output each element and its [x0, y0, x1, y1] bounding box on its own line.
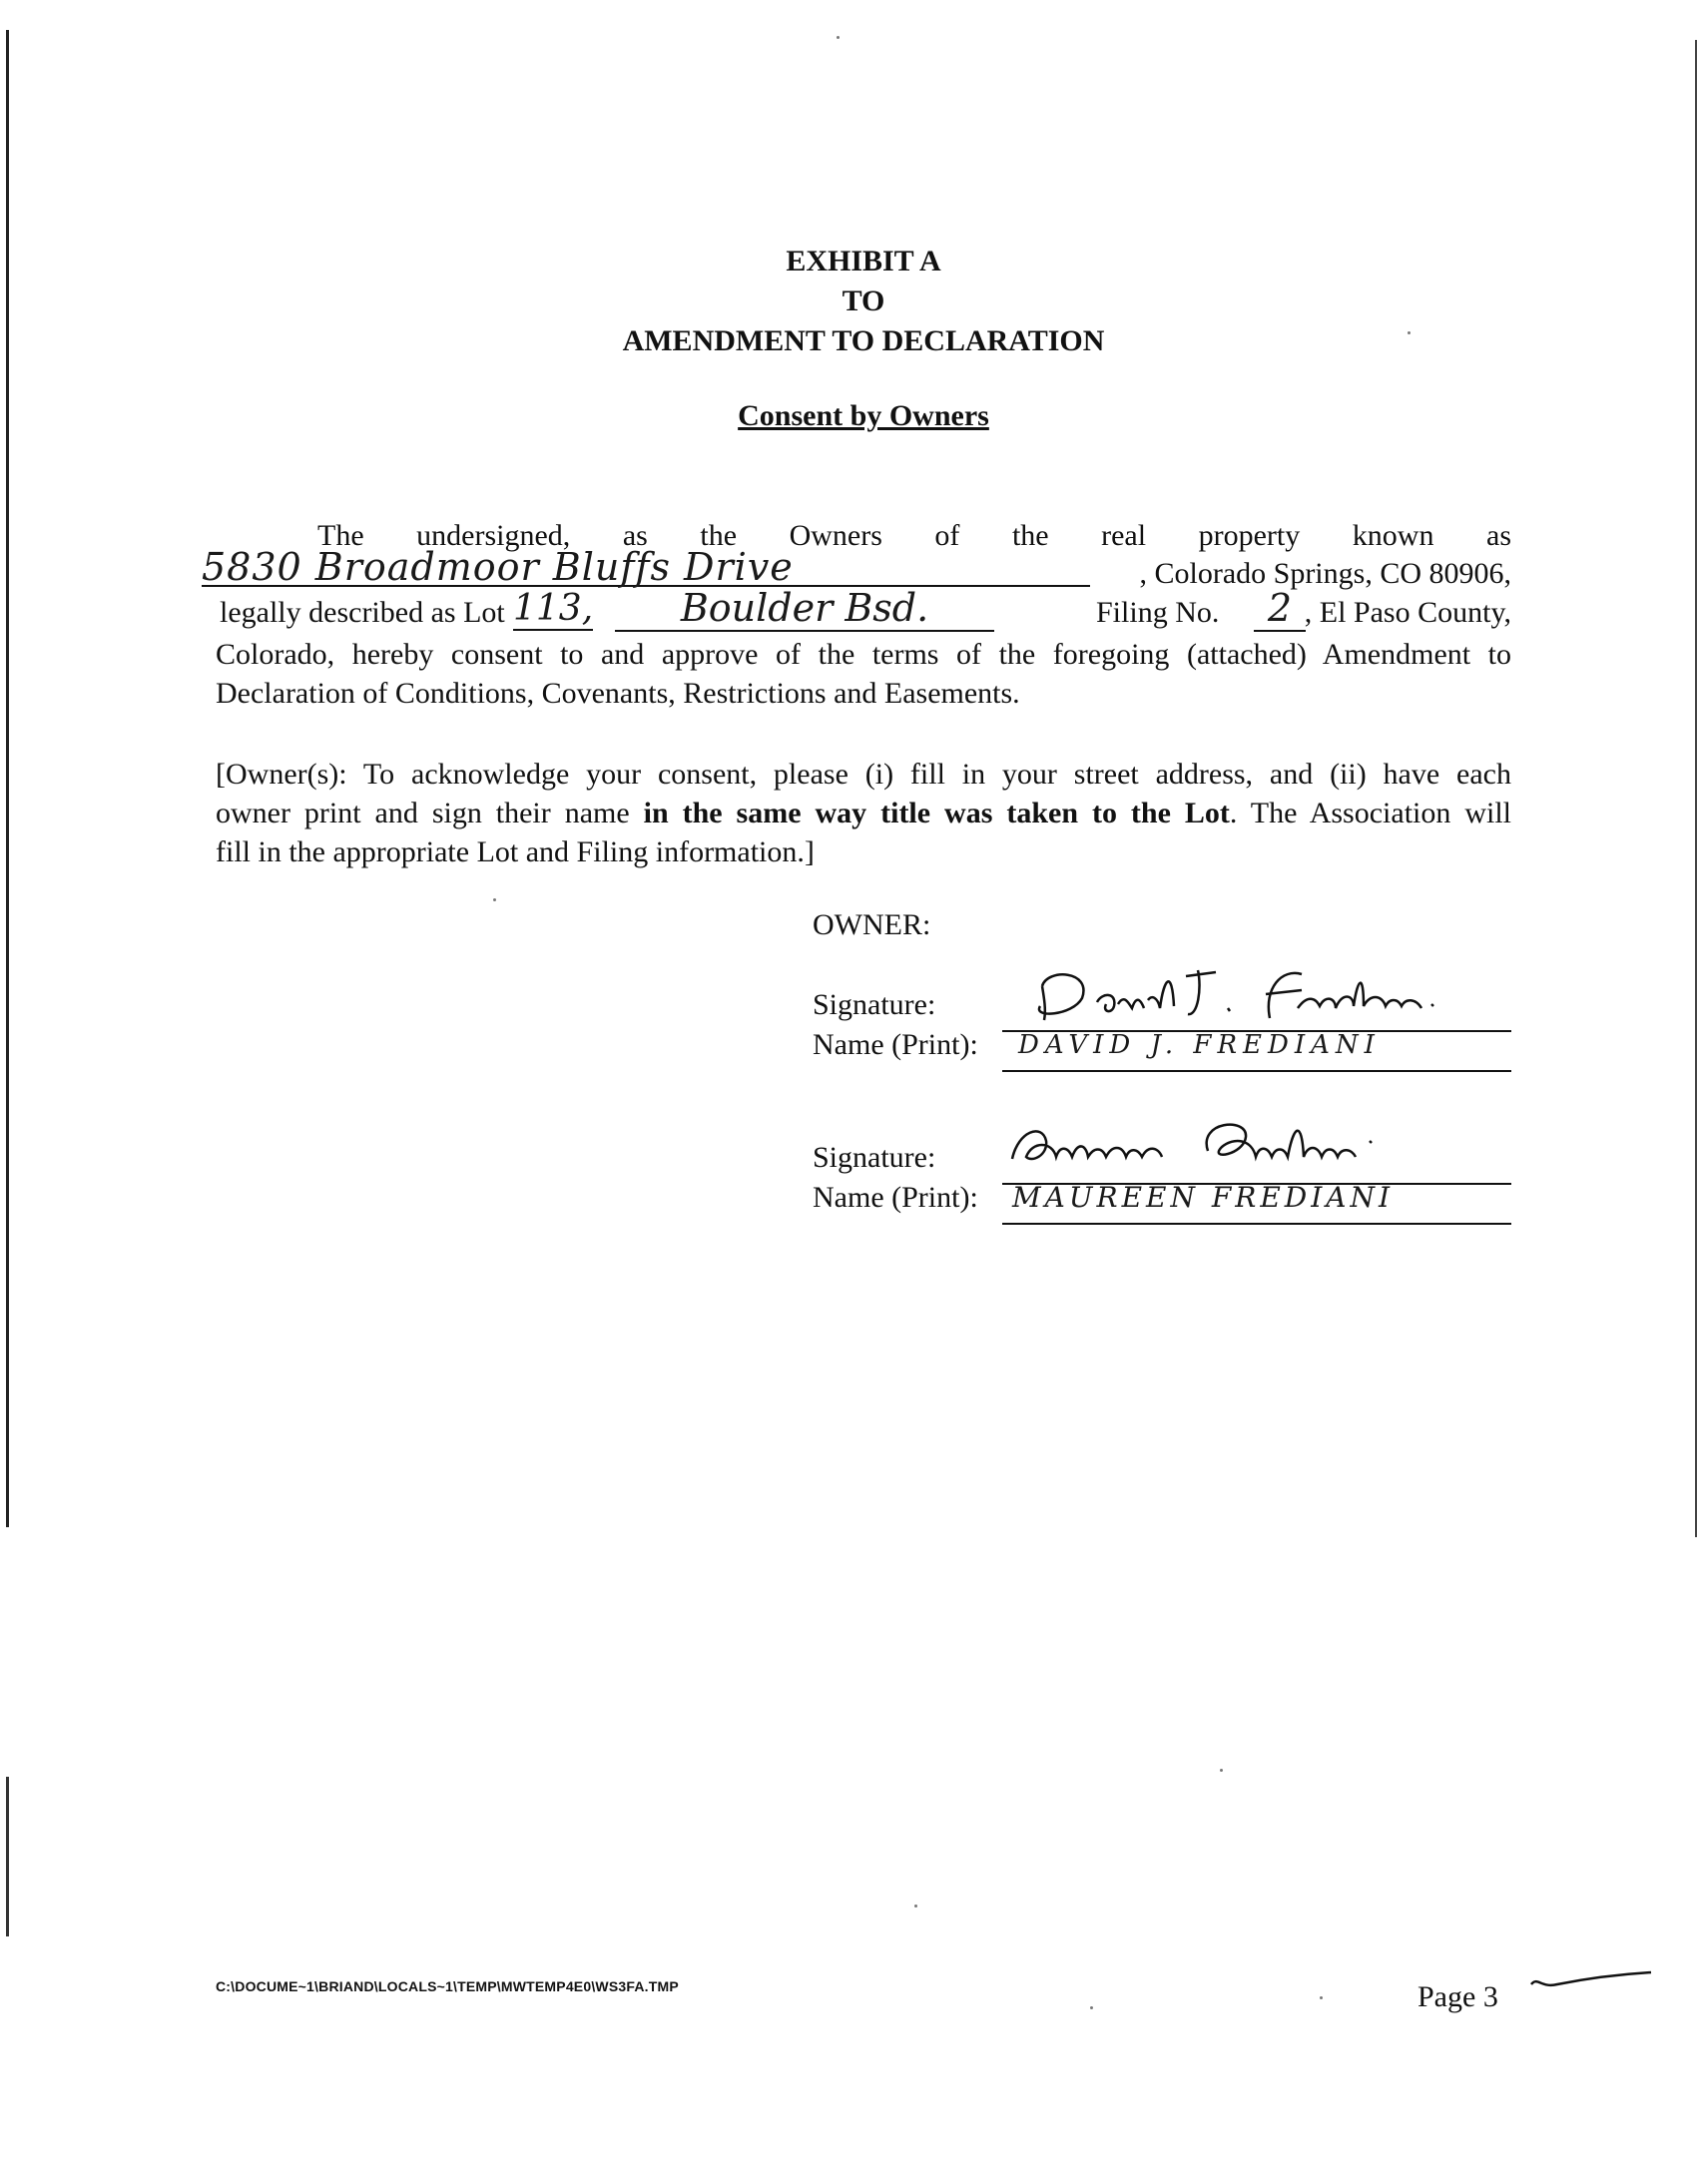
lot-field[interactable]: 113,	[513, 588, 594, 629]
name-print-label: Name (Print):	[813, 1028, 978, 1061]
name-row-2	[813, 1181, 1511, 1221]
scan-speck	[1090, 2006, 1093, 2009]
scan-speck	[1220, 1769, 1223, 1772]
exhibit-title: EXHIBIT A	[786, 245, 941, 277]
name-line	[1002, 1223, 1511, 1225]
name-print-label: Name (Print):	[813, 1181, 978, 1214]
paragraph1-line5: Declaration of Conditions, Covenants, Restrictions and Easements.	[216, 677, 1020, 710]
signature-label: Signature:	[813, 1141, 936, 1174]
filing-number-field[interactable]: 2	[1254, 586, 1306, 632]
city-state-zip: , Colorado Springs, CO 80906,	[1139, 557, 1511, 590]
street-address-field[interactable]: 5830 Broadmoor Bluffs Drive	[202, 549, 1090, 587]
name-print-1[interactable]: DAVID J. FREDIANI	[1018, 1030, 1381, 1060]
name-row-1	[813, 1028, 1511, 1068]
exhibit-to: TO	[842, 284, 885, 317]
pen-stroke-mark	[1527, 1966, 1657, 1996]
paragraph1-line3: legally described as Lot 113, Boulder Bsd. Filing No. 2 , El Paso County,	[220, 586, 1511, 630]
instructions-line3: fill in the appropriate Lot and Filing information.]	[216, 835, 815, 868]
paragraph1-line1: The undersigned, as the Owners of the real property known as	[317, 519, 1511, 552]
signature-1-image	[1002, 958, 1511, 1028]
signature-row-1	[813, 988, 1511, 1028]
name-print-2[interactable]: MAUREEN FREDIANI	[1012, 1181, 1395, 1214]
signature-row-2	[813, 1141, 1511, 1181]
scan-edge-left-lower	[6, 1777, 9, 1936]
file-path: C:\DOCUME~1\BRIAND\LOCALS~1\TEMP\MWTEMP4E0\WS3FA.TMP	[216, 1978, 679, 1994]
name-line	[1002, 1070, 1511, 1072]
owner-label: OWNER:	[813, 908, 931, 941]
scan-speck	[914, 1905, 917, 1908]
subdivision-field[interactable]: Boulder Bsd.	[615, 586, 994, 632]
scan-speck	[837, 36, 840, 39]
signature-2-image	[1002, 1111, 1511, 1181]
scan-speck	[493, 898, 496, 901]
paragraph1-line4: Colorado, hereby consent to and approve of the terms of the foregoing (attached) Amendment to	[216, 638, 1511, 671]
page-number: Page 3	[1417, 1980, 1498, 2013]
exhibit-subtitle: AMENDMENT TO DECLARATION	[622, 324, 1105, 357]
scan-speck	[1320, 1996, 1323, 1999]
signature-label: Signature:	[813, 988, 936, 1021]
instructions-line2: owner print and sign their name in the same way title was taken to the Lot. The Association will	[216, 797, 1511, 829]
consent-title: Consent by Owners	[738, 399, 989, 432]
instructions-line1: [Owner(s): To acknowledge your consent, please (i) fill in your street address, and (ii) have each	[216, 758, 1511, 791]
